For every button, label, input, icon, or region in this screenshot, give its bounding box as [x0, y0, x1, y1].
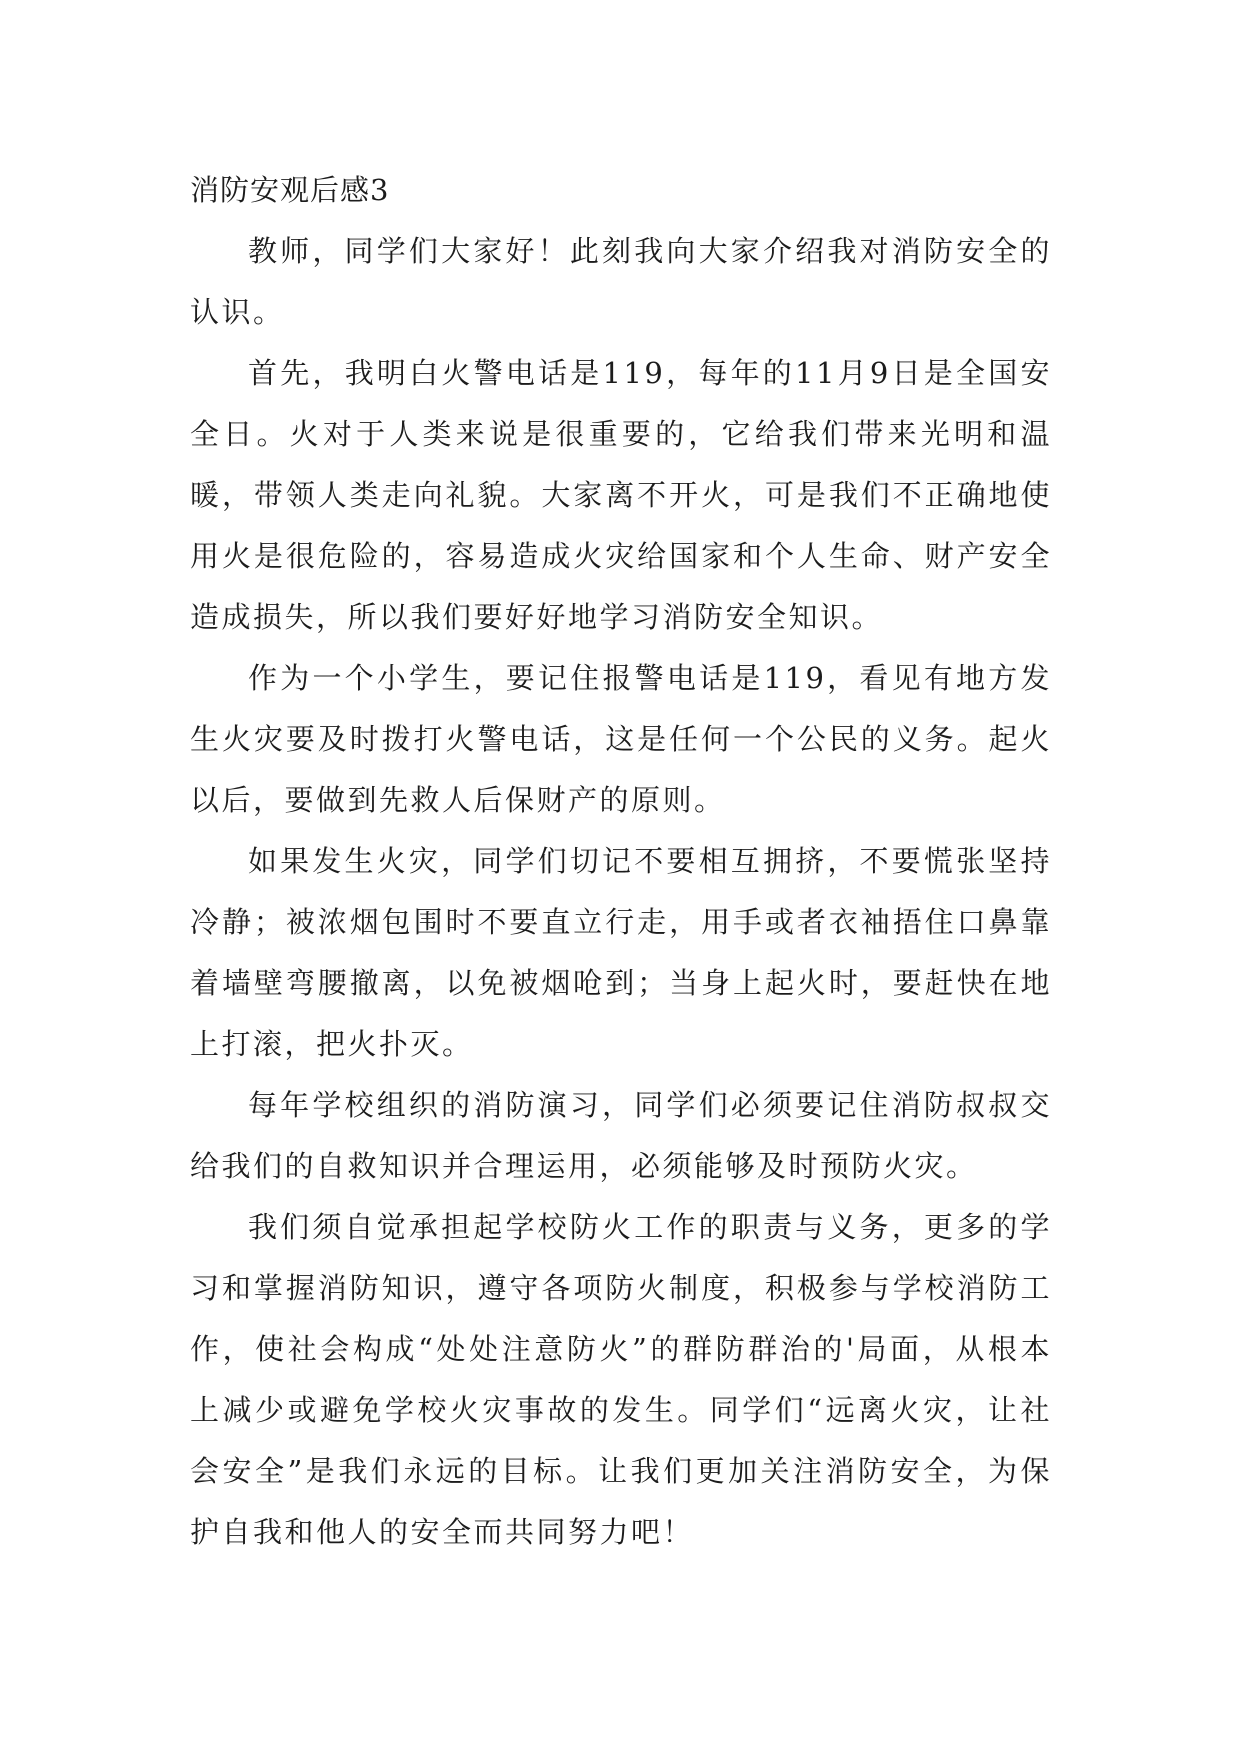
- document-title: 消防安观后感3: [190, 173, 390, 207]
- paragraph-fire-importance: 首先，我明白火警电话是119，每年的11月9日是全国安全日。火对于人类来说是很重要的，它给我们带来光明和温暖，带领人类走向礼貌。大家离不开火，可是我们不正确地使用火是很危险的，容易造成火灾给国家和个人生命、财产安全造成损失，所以我们要好好地学习消防安全知识。: [190, 356, 1052, 634]
- paragraph-greeting: 教师，同学们大家好！此刻我向大家介绍我对消防安全的认识。: [190, 234, 1052, 329]
- paragraph-escape-tips: 如果发生火灾，同学们切记不要相互拥挤，不要慌张坚持冷静；被浓烟包围时不要直立行走，用手或者衣袖捂住口鼻靠着墙壁弯腰撤离，以免被烟呛到；当身上起火时，要赶快在地上打滚，把火扑灭。: [190, 844, 1052, 1061]
- paragraph-student-duty: 作为一个小学生，要记住报警电话是119，看见有地方发生火灾要及时拨打火警电话，这是任何一个公民的义务。起火以后，要做到先救人后保财产的原则。: [190, 661, 1052, 817]
- paragraph-fire-drill: 每年学校组织的消防演习，同学们必须要记住消防叔叔交给我们的自救知识并合理运用，必须能够及时预防火灾。: [190, 1088, 1052, 1183]
- document-page: [190, 160, 1052, 1563]
- paragraph-conclusion: 我们须自觉承担起学校防火工作的职责与义务，更多的学习和掌握消防知识，遵守各项防火制度，积极参与学校消防工作，使社会构成“处处注意防火”的群防群治的'局面，从根本上减少或避免学校火灾事故的发生。同学们“远离火灾，让社会安全”是我们永远的目标。让我们更加关注消防安全，为保护自我和他人的安全而共同努力吧！: [190, 1210, 1052, 1549]
